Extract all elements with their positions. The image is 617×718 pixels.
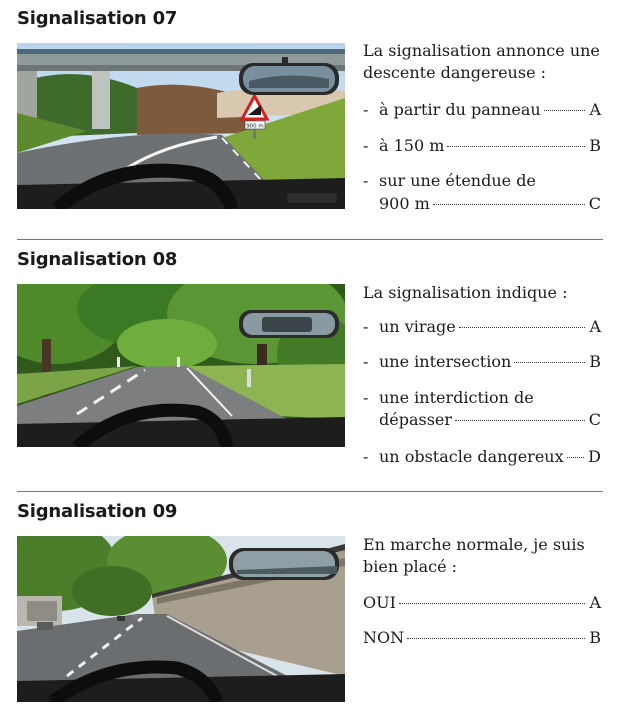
road-scene-image [17, 43, 345, 209]
option-c-letter: C [588, 410, 601, 429]
photo-tree-lined-road [17, 284, 345, 447]
option-b[interactable]: - une intersection B [363, 352, 601, 371]
sign-plate-text: 900 m [246, 123, 264, 130]
option-b[interactable]: - à 150 m B [363, 136, 601, 155]
section-divider [17, 239, 603, 240]
option-b-text: NON [363, 628, 405, 647]
road-scene-image [17, 284, 345, 447]
option-a[interactable]: - un virage A [363, 317, 601, 336]
option-b-text: une intersection [379, 352, 512, 371]
option-a[interactable]: - à partir du panneau A [363, 100, 601, 119]
option-d-text: un obstacle dangereux [379, 447, 564, 466]
option-a-text: à partir du panneau [379, 100, 541, 119]
question-prompt: La signalisation annonce une descente dangereuse : [363, 41, 600, 82]
option-c-line2[interactable] [379, 409, 601, 431]
option-d-letter: D [588, 447, 601, 466]
option-a-letter: A [589, 100, 601, 119]
option-c-line1[interactable]: - une interdiction de [363, 388, 534, 407]
option-a[interactable] [363, 592, 601, 614]
option-c-line1[interactable]: - sur une étendue de [363, 171, 536, 190]
option-b[interactable] [363, 627, 601, 649]
option-c-text-line1: une interdiction de [379, 388, 534, 407]
photo-city-street [17, 536, 345, 702]
option-c-text-line2: 900 m [379, 194, 430, 213]
option-b-letter: B [589, 628, 601, 647]
option-d[interactable]: - un obstacle dangereux D [363, 447, 601, 466]
option-b-letter: B [589, 352, 601, 371]
section-divider [17, 491, 603, 492]
section-title: Signalisation 07 [17, 8, 178, 29]
option-c-line2[interactable] [379, 193, 601, 215]
option-a-text: un virage [379, 317, 456, 336]
option-c-letter: C [588, 194, 601, 213]
option-a-letter: A [589, 593, 601, 612]
section-title: Signalisation 09 [17, 501, 178, 522]
question-prompt: La signalisation indique : [363, 283, 568, 302]
question-prompt: En marche normale, je suis bien placé : [363, 535, 585, 576]
section-title: Signalisation 08 [17, 249, 178, 270]
photo-road-descent [17, 43, 345, 209]
road-scene-image [17, 536, 345, 702]
option-b-letter: B [589, 136, 601, 155]
option-c-text-line1: sur une étendue de [379, 171, 536, 190]
option-c-text-line2: dépasser [379, 410, 453, 429]
option-b-text: à 150 m [379, 136, 445, 155]
option-a-letter: A [589, 317, 601, 336]
option-a-text: OUI [363, 593, 396, 612]
